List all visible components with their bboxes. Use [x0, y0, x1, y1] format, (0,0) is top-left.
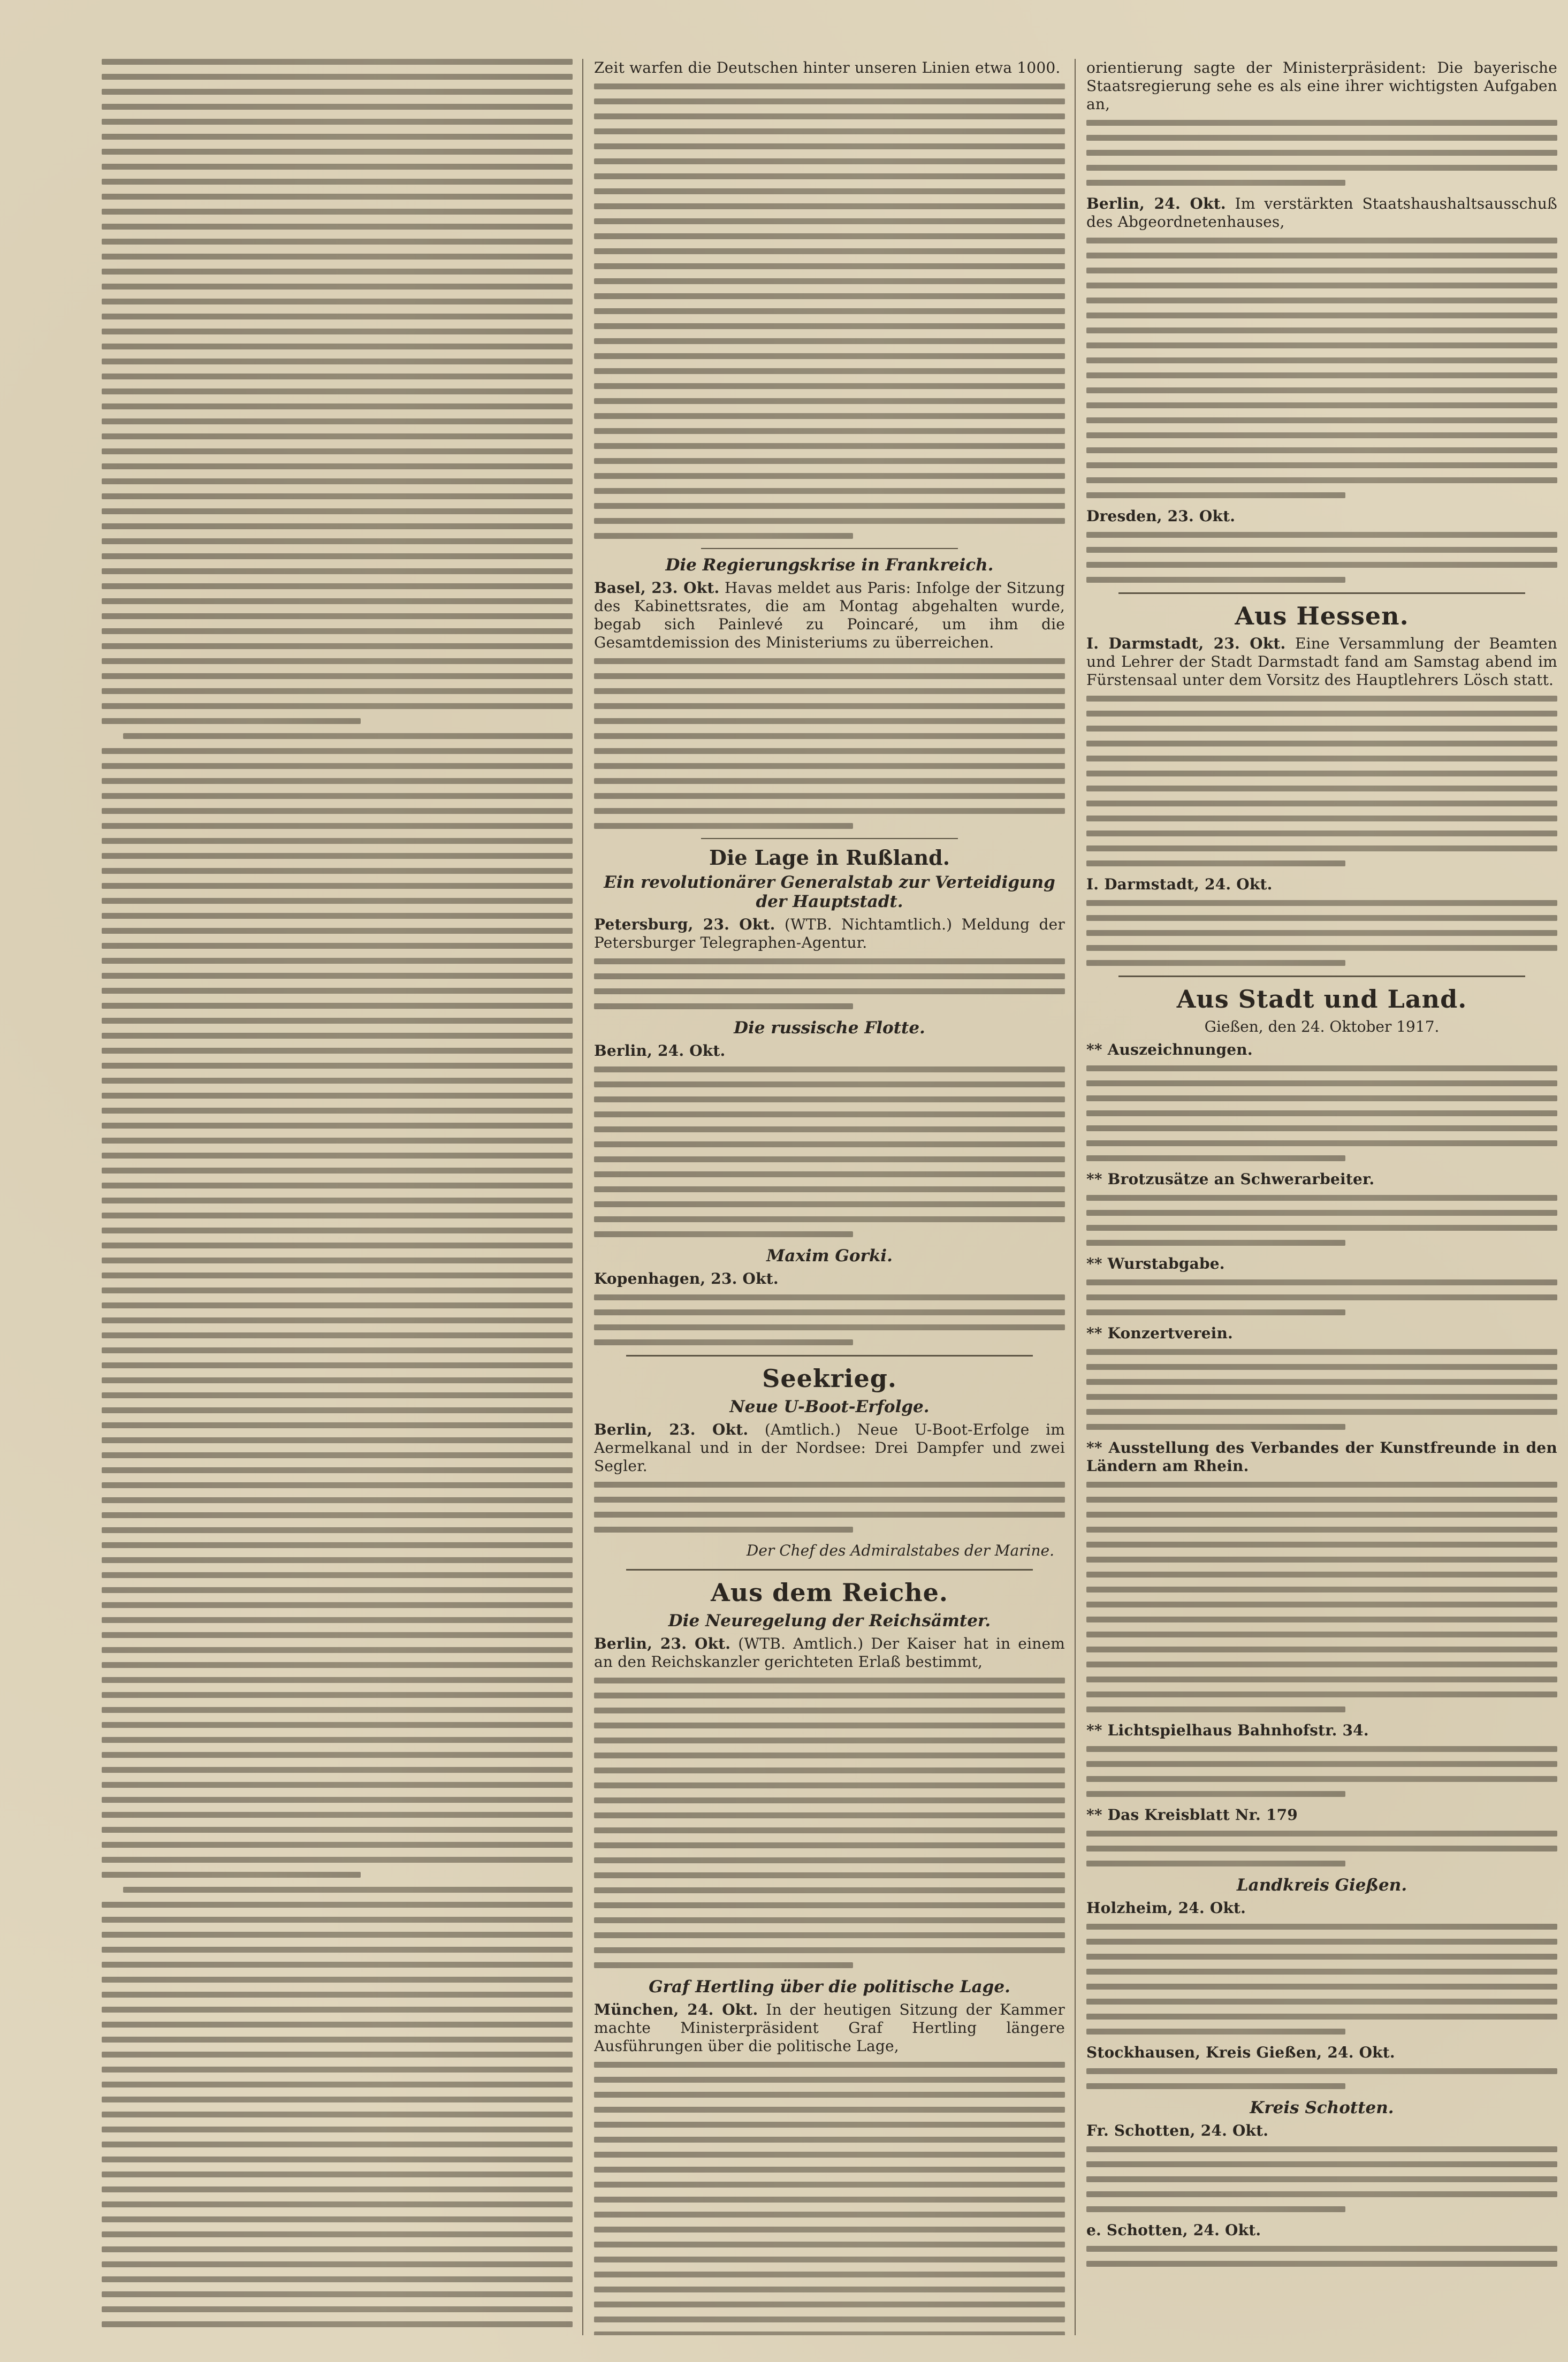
section-heading: Aus dem Reiche.	[711, 1578, 948, 1607]
lead-text: (WTB. Amtlich.) Der Kaiser hat in einem an den Reichskanzler gerichteten Erlaß bestimmt,	[594, 1635, 1065, 1671]
article-lead	[1086, 635, 1557, 689]
section-heading: Die Lage in Rußland.	[709, 845, 950, 870]
lead-text: Im verstärkten Staatshaushaltsausschuß des Abgeordnetenhauses,	[1086, 195, 1557, 231]
article-lead	[1086, 507, 1557, 525]
section-subheading: Die Neuregelung der Reichsämter.	[668, 1611, 991, 1630]
article-body-text	[1086, 238, 1557, 498]
column-divider	[1075, 59, 1076, 2335]
article-body-text	[1086, 1279, 1557, 1315]
news-item	[1086, 1721, 1557, 1740]
article-body-text	[1086, 1746, 1557, 1797]
article-body-text	[1086, 1831, 1557, 1866]
dateline: I. Darmstadt, 24. Okt.	[1086, 875, 1273, 893]
lead-text: Eine Versammlung der Beamten und Lehrer der Stadt Darmstadt fand am Samstag abend im Fürstensaal unter dem Vorsitz des Hauptlehrers Lösch statt.	[1086, 635, 1557, 689]
item-title: ** Brotzusätze an Schwerarbeiter.	[1086, 1170, 1375, 1188]
item-title: ** Das Kreisblatt Nr. 179	[1086, 1806, 1298, 1824]
news-item	[1086, 1806, 1557, 1824]
section-heading: Aus Stadt und Land.	[1176, 985, 1467, 1014]
section-heading: Kreis Schotten.	[1250, 2098, 1394, 2117]
article-body-text	[1086, 696, 1557, 866]
item-title: ** Ausstellung des Verbandes der Kunstfreunde in den Ländern am Rhein.	[1086, 1439, 1557, 1475]
item-title: ** Lichtspielhaus Bahnhofstr. 34.	[1086, 1721, 1369, 1739]
article-continuation: Zeit warfen die Deutschen hinter unseren Linien etwa 1000.	[594, 59, 1061, 77]
dateline: Berlin, 24. Okt.	[1086, 195, 1226, 212]
article-body-text	[594, 958, 1065, 1009]
item-title: ** Wurstabgabe.	[1086, 1255, 1225, 1273]
section-separator	[626, 1355, 1033, 1357]
article-body-text	[1086, 900, 1557, 966]
lead-text: (WTB. Nichtamtlich.) Meldung der Petersburger Telegraphen-Agentur.	[594, 916, 1065, 951]
article-lead	[594, 1270, 1065, 1288]
article-body-text	[1086, 2146, 1557, 2212]
article-body-text	[1086, 1482, 1557, 1712]
article-body-text	[1086, 1065, 1557, 1161]
section-heading: Seekrieg.	[762, 1364, 897, 1393]
article-lead	[1086, 2221, 1557, 2239]
section-heading: Die Regierungskrise in Frankreich.	[665, 555, 994, 575]
column-divider	[582, 59, 583, 2335]
article-lead	[594, 579, 1065, 652]
section-heading: Aus Hessen.	[1235, 601, 1409, 630]
column-middle	[594, 59, 1065, 2335]
article-signature: Der Chef des Admiralstabes der Marine.	[746, 1542, 1054, 1559]
lead-text: (Amtlich.) Neue U-Boot-Erfolge im Aermelkanal und in der Nordsee: Drei Dampfer und zwei Segler.	[594, 1421, 1065, 1475]
section-separator	[1118, 976, 1525, 977]
news-item	[1086, 1324, 1557, 1343]
dateline: Basel, 23. Okt.	[594, 579, 720, 597]
article-lead	[594, 1042, 1065, 1060]
dateline: München, 24. Okt.	[594, 2001, 758, 2018]
section-separator	[626, 1569, 1033, 1571]
lead-text: In der heutigen Sitzung der Kammer machte Ministerpräsident Graf Hertling längere Ausführungen über die politische Lage,	[594, 2001, 1065, 2055]
article-body-text	[594, 2062, 1065, 2335]
article-lead	[1086, 2044, 1557, 2062]
article-lead	[1086, 2122, 1557, 2140]
news-item	[1086, 1041, 1557, 1059]
news-item	[1086, 1255, 1557, 1273]
dateline: Stockhausen, Kreis Gießen, 24. Okt.	[1086, 2044, 1395, 2061]
section-heading: Graf Hertling über die politische Lage.	[649, 1977, 1010, 1997]
dateline: Berlin, 23. Okt.	[594, 1635, 731, 1652]
article-lead	[594, 2001, 1065, 2055]
item-title: ** Konzertverein.	[1086, 1324, 1233, 1342]
dateline: Petersburg, 23. Okt.	[594, 916, 775, 933]
article-continuation: orientierung sagte der Ministerpräsident: Die bayerische Staatsregierung sehe es als eine ihrer wichtigsten Aufgaben an,	[1086, 59, 1557, 113]
dateline: e. Schotten, 24. Okt.	[1086, 2221, 1261, 2239]
section-heading: Maxim Gorki.	[766, 1246, 893, 1266]
news-item	[1086, 1439, 1557, 1475]
article-lead	[594, 916, 1065, 952]
article-body-text	[594, 658, 1065, 829]
article-body-text	[594, 1066, 1065, 1237]
news-item	[1086, 1170, 1557, 1188]
dateline: Fr. Schotten, 24. Okt.	[1086, 2122, 1269, 2139]
article-lead	[594, 1635, 1065, 1671]
dateline: Gießen, den 24. Oktober 1917.	[1204, 1018, 1440, 1035]
article-body-text	[1086, 1349, 1557, 1430]
dateline: Dresden, 23. Okt.	[1086, 507, 1236, 525]
section-separator	[1118, 592, 1525, 594]
article-body-text	[1086, 120, 1557, 186]
section-subheading: Ein revolutionärer Generalstab zur Verteidigung der Hauptstadt.	[604, 873, 1055, 911]
dateline: Kopenhagen, 23. Okt.	[594, 1270, 779, 1287]
article-body-text	[1086, 2068, 1557, 2089]
article-lead	[1086, 195, 1557, 231]
article-body-text	[594, 1678, 1065, 1968]
article-body-text	[1086, 1924, 1557, 2035]
article-body-text	[102, 59, 573, 2335]
dateline: Holzheim, 24. Okt.	[1086, 1899, 1246, 1917]
column-left	[102, 59, 573, 2335]
section-heading: Landkreis Gießen.	[1236, 1876, 1407, 1895]
article-lead	[1086, 875, 1557, 894]
dateline: Berlin, 23. Okt.	[594, 1421, 749, 1438]
article-body-text	[594, 1294, 1065, 1345]
article-body-text	[1086, 1195, 1557, 1246]
article-lead	[1086, 1899, 1557, 1917]
lead-text: Havas meldet aus Paris: Infolge der Sitzung des Kabinettsrates, die am Montag abgehalten wurde, begab sich Painlevé zu Poincaré, um ihm die Gesamtdemission des Ministeriums zu überreichen.	[594, 579, 1065, 651]
dateline: Berlin, 24. Okt.	[594, 1042, 726, 1060]
item-title: ** Auszeichnungen.	[1086, 1041, 1253, 1058]
article-lead	[594, 1421, 1065, 1475]
article-body-text	[1086, 2246, 1557, 2267]
section-separator	[701, 838, 958, 839]
article-body-text	[594, 1482, 1065, 1533]
article-body-text	[1086, 532, 1557, 583]
column-right	[1086, 59, 1557, 2335]
section-subheading: Neue U-Boot-Erfolge.	[729, 1397, 930, 1416]
article-body-text	[594, 83, 1065, 539]
dateline: I. Darmstadt, 23. Okt.	[1086, 635, 1286, 652]
section-heading: Die russische Flotte.	[734, 1018, 925, 1038]
section-separator	[701, 548, 958, 549]
